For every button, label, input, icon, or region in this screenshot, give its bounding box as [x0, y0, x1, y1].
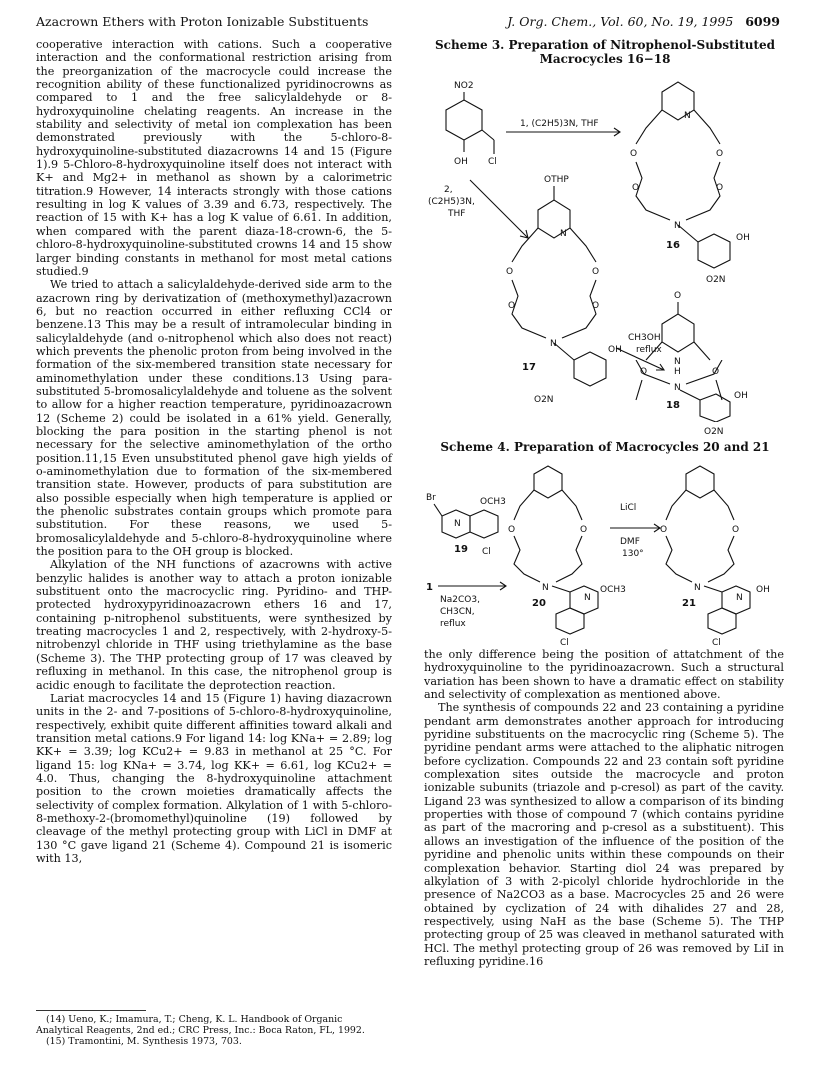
n-label: N [560, 229, 567, 239]
compound-16-label: 16 [666, 240, 680, 251]
reagent-1: 1, (C2H5)3N, THF [520, 119, 599, 129]
scheme-4-cl-labels [424, 636, 784, 648]
paragraph: Alkylation of the NH functions of azacrowns with active benzylic halides is another way to attach a proton ionizable substituent onto the macrocyclic ring. Pyridino- and THP-protected hydroxypyridinoazacrown ethers 16 and 17, containing p-nitrophenol substituents, were synthesized by treating macrocycles 1 and 2, respectively, with 2-hydroxy-5-nitrobenzyl chloride in THF using triethylamine as the base (Scheme 3). The THP protecting group of 17 was cleaved by refluxing in methanol. In this case, the nitrophenol group is acidic enough to facilitate the deprotection reaction. [36, 558, 392, 692]
o-label: O [580, 525, 588, 535]
o-label: O [712, 367, 720, 377]
o-label: O [732, 525, 740, 535]
n-label: N [674, 383, 681, 393]
oh-label: OH [756, 585, 770, 595]
compound-21-label: 21 [682, 598, 696, 609]
o-label: O [592, 267, 600, 277]
footnote-14: (14) Ueno, K.; Imamura, T.; Cheng, K. L. Handbook of Organic Analytical Reagents, 2nd ed.; CRC Press, Inc.: Boca Raton, FL, 1992. [36, 1014, 365, 1036]
footnote-rule [36, 1010, 146, 1011]
deprotect-a: CH3OH [628, 333, 661, 343]
reagent-top-b: DMF [620, 537, 640, 547]
scheme-4-title: Scheme 4. Preparation of Macrocycles 20 and 21 [440, 440, 770, 454]
macrocycle-20-structure [508, 466, 626, 634]
o2n-label: O2N [534, 395, 554, 405]
n-label: N [454, 519, 461, 529]
och3-label: OCH3 [480, 497, 506, 507]
compound-17-label: 17 [522, 362, 536, 373]
no2-label: NO2 [454, 81, 474, 91]
o-label: O [660, 525, 668, 535]
paragraph: We tried to attach a salicylaldehyde-derived side arm to the azacrown ring by derivatization of (methoxymethyl)azacrown 6, but no reaction occurred in either refluxing CCl4 or benzene.13 This may be a result of intramolecular binding in salicylaldehyde (and o-nitrophenol which also does not react) which prevents the phenolic proton from being involved in the formation of the six-membered transition state necessary for aminomethylation under these conditions.13 Using para-substituted 5-bromosalicylaldehyde and toluene as the solvent to allow for a higher reaction temperature, pyridinoazacrown 12 (Scheme 2) could be isolated in a 61% yield. Generally, blocking the para position in the starting phenol is not necessary for the selective aminomethylation of the ortho position.11,15 Even unsubstituted phenol gave high yields of o-aminomethylation due to formation of the six-membered transition state. However, products of para substitution are also possible especially when high temperature is applied or the phenolic substrates contain groups which promote para substitution. For these reasons, we used 5-bromosalicylaldehyde and 5-chloro-8-hydroxyquinoline where the position para to the OH group is blocked. [36, 278, 392, 559]
o-label: O [716, 183, 724, 193]
quinoline-19-structure [426, 493, 506, 557]
reagent-top-c: 130° [622, 549, 644, 559]
n-label: N [684, 111, 691, 121]
o-label: O [506, 267, 514, 277]
right-column [424, 648, 784, 968]
deprotect-b: reflux [636, 345, 662, 355]
nitrobenzyl-chloride-structure [446, 81, 497, 167]
running-header: Azacrown Ethers with Proton Ionizable Substituents [36, 14, 369, 29]
reagent-2-c: THF [448, 209, 466, 219]
n-label: N [694, 583, 701, 593]
o2n-label: O2N [704, 427, 724, 437]
cl-label: Cl [482, 547, 491, 557]
paragraph: Lariat macrocycles 14 and 15 (Figure 1) having diazacrown units in the 2- and 7-positions of 5-chloro-8-hydroxyquinoline, respectively, exhibit quite different affinities toward alkali and transition metal cations.9 For ligand 14: log KNa+ = 2.89; log KK+ = 3.39; log KCu2+ = 9.83 in methanol at 25 °C. For ligand 15: log KNa+ = 3.74, log KK+ = 6.61, log KCu2+ = 4.0. Thus, changing the 8-hydroxyquinoline attachment position to the crown moieties dramatically affects the selectivity of complex formation. Alkylation of 1 with 5-chloro-8-methoxy-2-(bromomethyl)quinoline (19) followed by cleavage of the methyl protecting group with LiCl in DMF at 130 °C gave ligand 21 (Scheme 4). Compound 21 is isomeric with 13, [36, 691, 392, 865]
reagent-top-a: LiCl [620, 503, 637, 513]
cl-label: Cl [488, 157, 497, 167]
o-label: O [508, 525, 516, 535]
compound-20-label: 20 [532, 598, 546, 609]
n-label: N [674, 357, 681, 367]
compound-19-label: 19 [454, 544, 468, 555]
reagent-2-b: (C2H5)3N, [428, 197, 475, 207]
cl-label: Cl [560, 638, 569, 648]
oh-label: OH [608, 345, 622, 355]
macrocycle-16-structure [630, 82, 750, 285]
o-label: O [632, 183, 640, 193]
scheme-3-title: Scheme 3. Preparation of Nitrophenol-Substituted Macrocycles 16−18 [434, 38, 776, 66]
reagent-left-a: Na2CO3, [440, 595, 480, 605]
journal-volume: Vol. 60, No. 19, 1995 [600, 14, 734, 29]
footnote-15: (15) Tramontini, M. Synthesis 1973, 703. [46, 1036, 242, 1047]
paragraph: The synthesis of compounds 22 and 23 containing a pyridine pendant arm demonstrates another approach for introducing pyridine substituents on the macrocyclic ring (Scheme 5). The pyridine pendant arms were attached to the aliphatic nitrogen before cyclization. Compounds 22 and 23 contain soft pyridine complexation sites outside the macrocycle and proton ionizable subunits (triazole and p-cresol) as part of the cavity. Ligand 23 was synthesized to allow a comparison of its binding properties with those of compound 7 (which contains pyridine as part of the macroring and p-cresol as a substituent). This allows an investigation of the influence of the position of the pyridine and phenolic units within these compounds on their complexation behavior. Starting diol 24 was prepared by alkylation of 3 with 2-picolyl chloride hydrochloride in the presence of Na2CO3 as a base. Macrocycles 25 and 26 were obtained by cyclization of 24 with dihalides 27 and 28, respectively, using NaH as the base (Scheme 5). The THP protecting group of 25 was cleaved in methanol saturated with HCl. The methyl protecting group of 26 was removed by LiI in refluxing pyridine.16 [424, 701, 784, 968]
starting-compound-1: 1 [426, 582, 433, 593]
n-label: N [584, 593, 591, 603]
n-label: N [542, 583, 549, 593]
o2n-18 [704, 424, 744, 438]
oh-label: OH [734, 391, 748, 401]
o-label: O [592, 301, 600, 311]
n-label: N [674, 221, 681, 231]
och3-label: OCH3 [600, 585, 626, 595]
reagent-2-a: 2, [444, 185, 453, 195]
o-label: O [716, 149, 724, 159]
compound-18-label: 18 [666, 400, 680, 411]
reagent-left-b: CH3CN, [440, 607, 475, 617]
o-label: O [630, 149, 638, 159]
o-label: O [508, 301, 516, 311]
reagent-left-c: reflux [440, 619, 466, 629]
h-label: H [674, 367, 681, 377]
scheme-4-diagram [424, 460, 784, 638]
oh-label: OH [736, 233, 750, 243]
o2n-label: O2N [706, 275, 726, 285]
journal-citation [507, 14, 780, 29]
cl-label: Cl [712, 638, 721, 648]
left-column [36, 38, 392, 865]
macrocycle-21-structure [660, 466, 770, 634]
o-label: O [640, 367, 648, 377]
n-label: N [736, 593, 743, 603]
paragraph: the only difference being the position of attatchment of the hydroxyquinoline to the pyridinoazacrown. Such a structural variation has been shown to have a dramatic effect on stability and selectivity of complexation as mentioned above. [424, 648, 784, 702]
othp-label: OTHP [544, 175, 569, 185]
footnotes [36, 1014, 392, 1047]
paragraph: cooperative interaction with cations. Such a cooperative interaction and the conformational restriction arising from the preorganization of the macrocycle could increase the recognition ability of these functionalized pyridinocrowns as compared to 1 and the free salicylaldehyde or 8-hydroxyquinoline chelating reagents. An increase in the stability and selectivity of metal ion complexation has been demonstrated previously with the 5-chloro-8-hydroxyquinoline-substituted diazacrowns 14 and 15 (Figure 1).9 5-Chloro-8-hydroxyquinoline itself does not interact with K+ and Mg2+ in methanol as shown by a calorimetric titration.9 However, 14 interacts strongly with those cations resulting in log K values of 3.39 and 6.73, respectively. The reaction of 15 with K+ has a log K value of 6.61. In addition, when compared with the parent diaza-18-crown-6, the 5-chloro-8-hydroxyquinoline-substituted crowns 14 and 15 show larger binding constants in methanol for most metal cations studied.9 [36, 38, 392, 278]
oh-label: OH [454, 157, 468, 167]
scheme-3-diagram-lower [424, 360, 784, 422]
page-number: 6099 [745, 14, 780, 29]
o-label: O [674, 291, 682, 301]
journal-name: J. Org. Chem., [507, 14, 597, 29]
br-label: Br [426, 493, 436, 503]
n-label: N [550, 339, 557, 349]
